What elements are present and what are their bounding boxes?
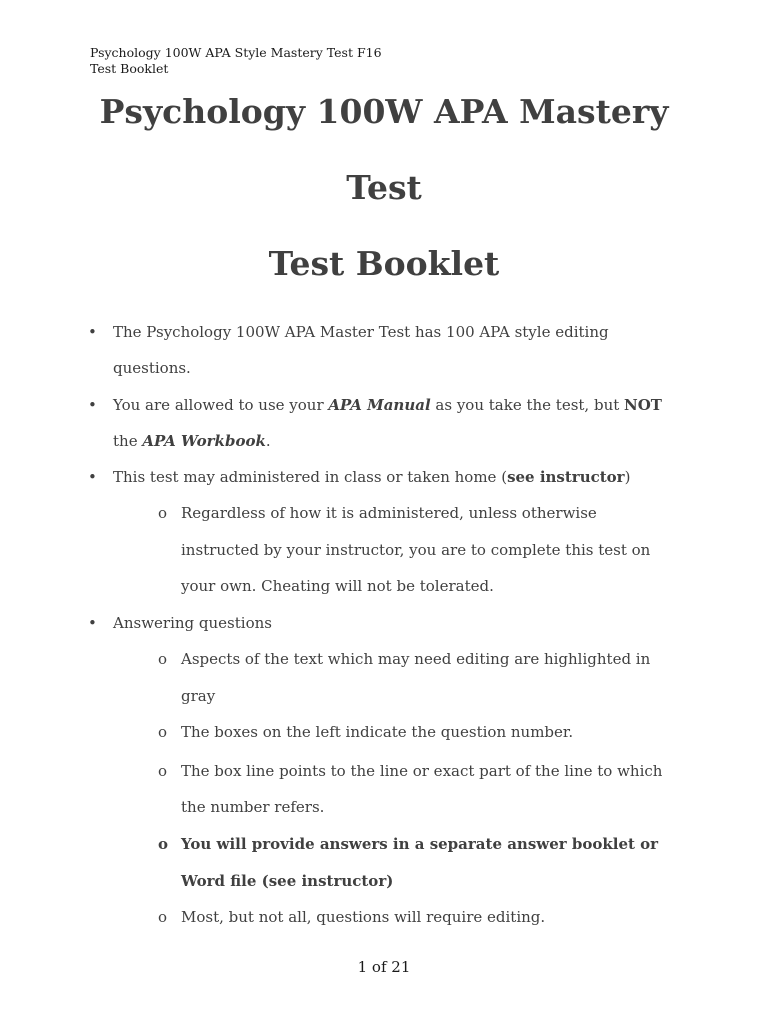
title-line-1: Psychology 100W APA Mastery bbox=[99, 92, 669, 131]
bullet-2-text: as you take the test, but bbox=[430, 396, 625, 414]
header-line-1: Psychology 100W APA Style Mastery Test F16 bbox=[90, 45, 382, 60]
sub-bullet-4-1-line-2: gray bbox=[181, 687, 216, 705]
sub-bullet-marker: o bbox=[158, 762, 168, 780]
bullet-marker: • bbox=[88, 323, 97, 341]
bullet-3-text: ) bbox=[624, 468, 631, 486]
bullet-2-text: the bbox=[113, 432, 143, 450]
sub-bullet-marker: o bbox=[158, 835, 169, 853]
sub-bullet-4-1-line-1: Aspects of the text which may need editing are highlighted in bbox=[181, 650, 651, 668]
title-line-2: Test bbox=[346, 168, 422, 207]
bullet-1-line-1: The Psychology 100W APA Master Test has 100 APA style editing bbox=[113, 323, 609, 341]
sub-bullet-marker: o bbox=[158, 504, 168, 522]
bullet-4-line-1: Answering questions bbox=[113, 614, 272, 632]
sub-bullet-4-2-line-1: The boxes on the left indicate the question number. bbox=[181, 723, 574, 741]
bullet-2-line-1 bbox=[113, 395, 662, 415]
header-line-2: Test Booklet bbox=[90, 61, 169, 76]
apa-workbook-text: APA Workbook bbox=[142, 432, 266, 450]
bullet-1-line-2: questions. bbox=[113, 359, 191, 377]
sub-bullet-4-3-line-2: the number refers. bbox=[181, 798, 325, 816]
sub-bullet-3-1-line-1: Regardless of how it is administered, unless otherwise bbox=[181, 504, 597, 522]
sub-bullet-marker: o bbox=[158, 650, 168, 668]
bullet-2-text: You are allowed to use your bbox=[113, 396, 329, 414]
sub-bullet-4-4-line-2: Word file (see instructor) bbox=[181, 872, 394, 890]
see-instructor-text: see instructor bbox=[507, 468, 625, 486]
title-line-3: Test Booklet bbox=[268, 244, 500, 283]
bullet-3-line-1 bbox=[113, 467, 630, 487]
sub-bullet-4-5-line-1: Most, but not all, questions will require editing. bbox=[181, 908, 546, 926]
bullet-2-line-2 bbox=[113, 431, 271, 451]
sub-bullet-3-1-line-2: instructed by your instructor, you are to complete this test on bbox=[181, 541, 651, 559]
not-text: NOT bbox=[624, 396, 662, 414]
sub-bullet-3-1-line-3: your own. Cheating will not be tolerated. bbox=[181, 577, 494, 595]
sub-bullet-marker: o bbox=[158, 723, 168, 741]
bullet-marker: • bbox=[88, 396, 97, 414]
bullet-2-text: . bbox=[265, 432, 271, 450]
bullet-3-text: This test may administered in class or taken home ( bbox=[113, 468, 508, 486]
page-number: 1 of 21 bbox=[357, 958, 411, 976]
bullet-marker: • bbox=[88, 614, 97, 632]
sub-bullet-4-3-line-1: The box line points to the line or exact part of the line to which bbox=[181, 762, 663, 780]
apa-manual-text: APA Manual bbox=[328, 396, 431, 414]
bullet-marker: • bbox=[88, 468, 97, 486]
sub-bullet-marker: o bbox=[158, 908, 168, 926]
running-header bbox=[90, 45, 382, 77]
sub-bullet-4-4-line-1: You will provide answers in a separate answer booklet or bbox=[181, 835, 659, 853]
